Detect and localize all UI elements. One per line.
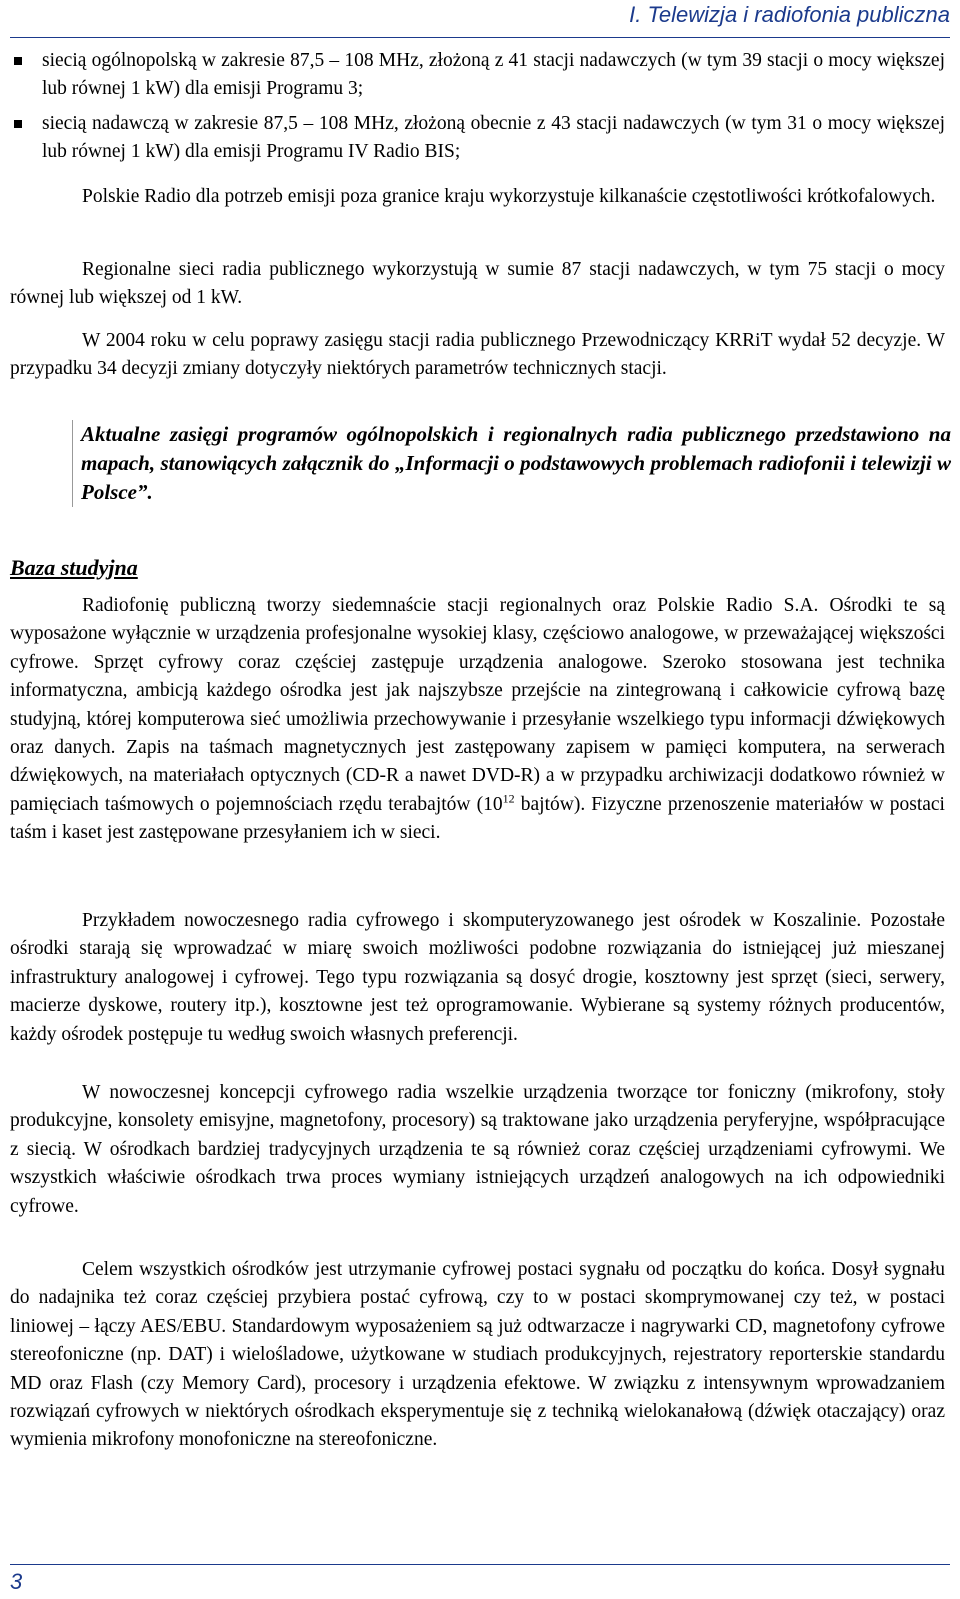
square-bullet-icon <box>14 57 22 65</box>
page-footer <box>10 1564 950 1594</box>
square-bullet-icon <box>14 120 22 128</box>
list-item <box>10 47 945 104</box>
header-title: I. Telewizja i radiofonia publiczna <box>629 2 950 27</box>
paragraph-regional-networks: Regionalne sieci radia publicznego wykorzystują w sumie 87 stacji nadawczych, w tym 75 stacji o mocy równej lub większej od 1 kW. <box>10 259 945 309</box>
bullet-text: siecią ogólnopolską w zakresie 87,5 – 108 MHz, złożoną z 41 stacji nadawczych (w tym 39 stacji o mocy większej lub równej 1 kW) dla emisji Programu 3; <box>42 50 945 100</box>
paragraph-krrit-decisions: W 2004 roku w celu poprawy zasięgu stacji radia publicznego Przewodniczący KRRiT wydał 52 decyzje. W przypadku 34 decyzji zmiany dotyczyły niektórych parametrów technicznych stacji. <box>10 330 945 380</box>
paragraph-text: Radiofonię publiczną tworzy siedemnaście stacji regionalnych oraz Polskie Radio S.A. Ośrodki te są wyposażone wyłącznie w urządzenia profesjonalne wysokiej klasy, częściowo analogowe, w przeważającej większości cyfrowe. Sprzęt cyfrowy coraz częściej zastępuje urządzenia analogowe. Szeroko stosowana jest technika informatyczna, ambicją każdego ośrodka jest jak najszybsze przejście na zintegrowaną i całkowicie cyfrową bazę studyjną, której komputerowa sieć umożliwia przechowywanie i przesyłanie wszelkiego typu informacji dźwiękowych oraz danych. Zapis na taśmach magnetycznych jest zastępowany zapisem w pamięci komputera, na serwerach dźwiękowych, na materiałach optycznych (CD-R a nawet DVD-R) a w przypadku archiwizacji dodatkowo również w pamięciach taśmowych o pojemnościach rzędu terabajtów (10 <box>10 595 945 815</box>
section-heading: Baza studyjna <box>10 555 138 580</box>
bullet-text: siecią nadawczą w zakresie 87,5 – 108 MHz, złożoną obecnie z 43 stacji nadawczych (w tym 31 o mocy większej lub równej 1 kW) dla emisji Programu IV Radio BIS; <box>42 112 945 163</box>
page-number: 3 <box>10 1569 23 1594</box>
paragraph-text: bajtów). Fizyczne przenoszenie materiałów w postaci taśm i kaset jest zastępowane przesyłaniem ich w sieci. <box>10 793 945 844</box>
callout-note: Aktualne zasięgi programów ogólnopolskich i regionalnych radia publicznego przedstawiono na mapach, stanowiących załącznik do „Informacji o podstawowych problemach radiofonii i telewizji w Polsce”. <box>72 420 951 507</box>
paragraph-koszalin: Przykładem nowoczesnego radia cyfrowego i skomputeryzowanego jest ośrodek w Koszalinie. Pozostałe ośrodki starają się wprowadzać w miarę swoich możliwości podobne rozwiązania do istniejącej już mieszanej infrastruktury analogowej i cyfrowej. Tego typu rozwiązania są dosyć drogie, kosztowny jest sprzęt (sieci, serwery, macierze dyskowe, routery itp.), kosztowne jest też oprogramowanie. Wybierane są systemy różnych producentów, każdy ośrodek postępuje tu według swoich własnych preferencji. <box>10 910 945 1045</box>
page-header <box>10 0 950 38</box>
paragraph-digital-concept: W nowoczesnej koncepcji cyfrowego radia wszelkie urządzenia tworzące tor foniczny (mikrofony, stoły produkcyjne, konsolety emisyjne, magnetofony, procesory) są traktowane jako urządzenia peryferyjne, współpracujące z siecią. W ośrodkach bardziej tradycyjnych urządzenia te są również coraz częściej urządzeniami cyfrowymi. We wszystkich właściwie ośrodkach trwa proces wymiany istniejących urządzeń analogowych na ich odpowiedniki cyfrowe. <box>10 1082 945 1217</box>
list-item <box>10 110 945 167</box>
paragraph-digital-signal: Celem wszystkich ośrodków jest utrzymanie cyfrowej postaci sygnału od początku do końca. Dosył sygnału do nadajnika też coraz częściej przybiera postać cyfrową, czy to w postaci skomprymowanej czy też, w postaci liniowej – łączy AES/EBU. Standardowym wyposażeniem są już odtwarzacze i nagrywarki CD, magnetofony cyfrowe stereofoniczne (np. DAT) i wielośladowe, użytkowane w studiach produkcyjnych, rejestratory reporterskie standardu MD oraz Flash (czy Memory Card), procesory i urządzenia efektowe. W związku z intensywnym wprowadzaniem rozwiązań cyfrowych w niektórych ośrodkach eksperymentuje się z techniką wielokanałową (dźwięk otaczający) oraz wymienia mikrofony monofoniczne na stereofoniczne. <box>10 1259 945 1451</box>
bullet-list <box>10 47 945 173</box>
paragraph-shortwave: Polskie Radio dla potrzeb emisji poza granice kraju wykorzystuje kilkanaście częstotliwości krótkofalowych. <box>82 186 936 207</box>
superscript-exponent: 12 <box>502 791 515 806</box>
paragraph-studio-base <box>10 592 945 848</box>
